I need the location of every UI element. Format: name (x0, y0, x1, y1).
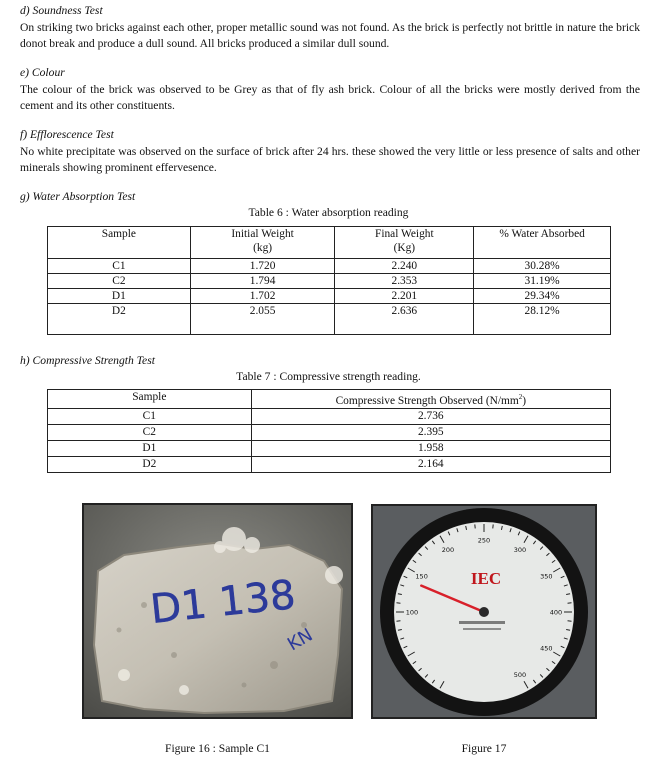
gauge-label: 400 (549, 608, 563, 617)
cell-strength: 2.164 (251, 456, 610, 472)
brick-unit-marking: KN (284, 624, 317, 656)
header-sample: Sample (48, 390, 252, 409)
gauge-label: 100 (405, 608, 419, 617)
header-water-absorbed: % Water Absorbed (474, 227, 611, 259)
water-absorption-heading: g) Water Absorption Test (20, 190, 136, 203)
cell-absorbed: 28.12% (474, 304, 611, 335)
header-sample: Sample (48, 227, 191, 259)
cell-strength: 2.736 (251, 408, 610, 424)
cell-initial: 2.055 (190, 304, 335, 335)
cell-final: 2.636 (335, 304, 474, 335)
gauge-label: 250 (477, 536, 491, 545)
cell-sample: C1 (48, 259, 191, 274)
table-row (48, 408, 611, 424)
table-header-row (48, 390, 611, 409)
table7-caption: Table 7 : Compressive strength reading. (236, 370, 421, 383)
cell-sample: C2 (48, 424, 252, 440)
gauge-label: 200 (441, 546, 455, 555)
gauge-label: 150 (415, 572, 428, 581)
cell-absorbed: 29.34% (474, 289, 611, 304)
cell-sample: D2 (48, 304, 191, 335)
cell-initial: 1.794 (190, 274, 335, 289)
water-absorption-table (47, 226, 611, 335)
table-row (48, 304, 611, 335)
table-row (48, 456, 611, 472)
figure16-caption: Figure 16 : Sample C1 (165, 742, 270, 755)
compressive-strength-table (47, 389, 611, 473)
table-row (48, 424, 611, 440)
efflorescence-heading: f) Efflorescence Test (20, 128, 114, 141)
table-row (48, 274, 611, 289)
soundness-heading: d) Soundness Test (20, 4, 103, 17)
gauge-brand: IEC (470, 569, 502, 588)
cell-absorbed: 30.28% (474, 259, 611, 274)
cell-strength: 1.958 (251, 440, 610, 456)
table-header-row (48, 227, 611, 259)
table-row (48, 259, 611, 274)
cell-sample: C1 (48, 408, 252, 424)
cell-strength: 2.395 (251, 424, 610, 440)
soundness-text: On striking two bricks against each other, proper metallic sound was not found. As the brick is perfectly not brittle in nature the brick donot break and produce a dull sound. All bricks produced a similar dull sound. (20, 21, 640, 50)
brick-marking: D1 138 (148, 572, 298, 633)
colour-heading: e) Colour (20, 66, 65, 79)
cell-sample: C2 (48, 274, 191, 289)
table6-caption: Table 6 : Water absorption reading (248, 206, 409, 219)
brick-image (84, 505, 351, 717)
efflorescence-text: No white precipitate was observed on the surface of brick after 24 hrs. these showed the very little or less presence of salts and other minerals showing prominent effervesence. (20, 145, 640, 174)
cell-sample: D1 (48, 440, 252, 456)
figure16-brick-photo (82, 503, 353, 719)
cell-initial: 1.702 (190, 289, 335, 304)
header-compressive-strength: Compressive Strength Observed $(N/mm^2)$ (251, 390, 610, 409)
compressive-strength-heading: h) Compressive Strength Test (20, 354, 155, 367)
cell-initial: 1.720 (190, 259, 335, 274)
cell-absorbed: 31.19% (474, 274, 611, 289)
gauge-label: 500 (513, 670, 527, 679)
cell-sample: D1 (48, 289, 191, 304)
table-row (48, 440, 611, 456)
header-final-weight: Final Weight (Kg) (335, 227, 474, 259)
cell-final: 2.353 (335, 274, 474, 289)
gauge-hub (479, 607, 489, 617)
table-row (48, 289, 611, 304)
cell-sample: D2 (48, 456, 252, 472)
cell-final: 2.240 (335, 259, 474, 274)
gauge-image (373, 506, 595, 717)
gauge-label: 300 (513, 546, 527, 555)
cell-final: 2.201 (335, 289, 474, 304)
gauge-label: 450 (540, 644, 553, 653)
figure17-caption: Figure 17 (461, 742, 507, 755)
colour-text: The colour of the brick was observed to be Grey as that of fly ash brick. Colour of all the bricks were mostly derived from the cement and its other constituents. (20, 83, 640, 112)
figure17-gauge-photo (371, 504, 597, 719)
gauge-label: 350 (540, 572, 553, 581)
header-initial-weight: Initial Weight (kg) (190, 227, 335, 259)
